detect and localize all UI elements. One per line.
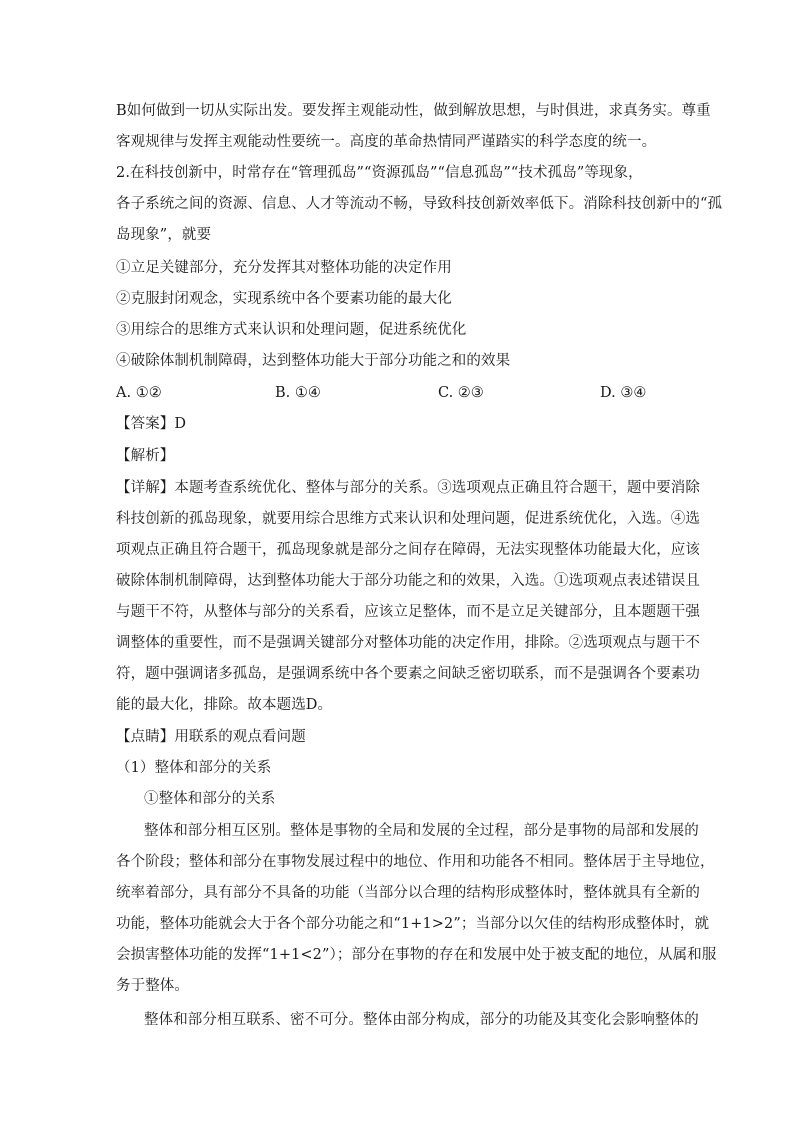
paragraph-line: 整体和部分相互联系、密不可分。整体由部分构成，部分的功能及其变化会影响整体的 <box>144 1012 699 1028</box>
option-a: A. ①② <box>116 385 162 401</box>
text-line: B如何做到一切从实际出发。要发挥主观能动性，做到解放思想，与时俱进，求真务实。尊重 <box>116 103 711 119</box>
explanation-line: 破除体制机制障碍，达到整体功能大于部分功能之和的效果，入选。①选项观点表述错误且 <box>116 573 700 589</box>
section-heading: （1）整体和部分的关系 <box>116 760 272 776</box>
explanation-line: 能的最大化，排除。故本题选D。 <box>116 697 333 713</box>
question-stem: 2.在科技创新中，时常存在“管理孤岛”“资源孤岛”“信息孤岛”“技术孤岛”等现象， <box>116 165 643 181</box>
paragraph-line: 功能，整体功能就会大于各个部分功能之和“1+1>2”；当部分以欠佳的结构形成整体时，就 <box>116 916 710 932</box>
explanation-line: 符，题中强调诸多孤岛，是强调系统中各个要素之间缺乏密切联系，而不是强调各个要素功 <box>116 666 700 682</box>
paragraph-line: 统率着部分，具有部分不具备的功能（当部分以合理的结构形成整体时，整体就具有全新的 <box>116 885 700 901</box>
question-stem: 各子系统之间的资源、信息、人才等流动不畅，导致科技创新效率低下。消除科技创新中的“孤 <box>116 196 723 212</box>
paragraph-line: 各个阶段；整体和部分在事物发展过程中的地位、作用和功能各不相同。整体居于主导地位， <box>116 854 715 870</box>
statement-3: ③用综合的思维方式来认识和处理问题，促进系统优化 <box>116 322 467 338</box>
option-c: C. ②③ <box>438 385 484 401</box>
explanation-line: 项观点正确且符合题干，孤岛现象就是部分之间存在障碍，无法实现整体功能最大化，应该 <box>116 542 700 558</box>
explanation-line: 与题干不符，从整体与部分的关系看，应该立足整体，而不是立足关键部分，且本题题干强 <box>116 604 700 620</box>
option-d: D. ③④ <box>600 385 647 401</box>
answer-options <box>116 383 676 403</box>
subsection-heading: ①整体和部分的关系 <box>144 791 276 807</box>
tip-heading: 【点睛】用联系的观点看问题 <box>116 729 306 745</box>
answer-line: 【答案】D <box>116 416 187 432</box>
text-line: 客观规律与发挥主观能动性要统一。高度的革命热情同严谨踏实的科学态度的统一。 <box>116 134 657 150</box>
paragraph-line: 务于整体。 <box>116 978 189 994</box>
statement-4: ④破除体制机制障碍，达到整体功能大于部分功能之和的效果 <box>116 353 511 369</box>
option-b: B. ①④ <box>275 385 321 401</box>
question-stem: 岛现象”，就要 <box>116 227 212 243</box>
explanation-line: 调整体的重要性，而不是强调关键部分对整体功能的决定作用，排除。②选项观点与题干不 <box>116 635 700 651</box>
statement-2: ②克服封闭观念，实现系统中各个要素功能的最大化 <box>116 291 452 307</box>
analysis-heading: 【解析】 <box>116 448 175 464</box>
statement-1: ①立足关键部分，充分发挥其对整体功能的决定作用 <box>116 260 452 276</box>
paragraph-line: 整体和部分相互区别。整体是事物的全局和发展的全过程，部分是事物的局部和发展的 <box>144 823 699 839</box>
paragraph-line: 会损害整体功能的发挥“1+1<2”）；部分在事物的存在和发展中处于被支配的地位，从属和服 <box>116 947 717 963</box>
explanation-line: 【详解】本题考查系统优化、整体与部分的关系。③选项观点正确且符合题干，题中要消除 <box>116 480 700 496</box>
explanation-line: 科技创新的孤岛现象，就要用综合思维方式来认识和处理问题，促进系统优化，入选。④选 <box>116 511 700 527</box>
